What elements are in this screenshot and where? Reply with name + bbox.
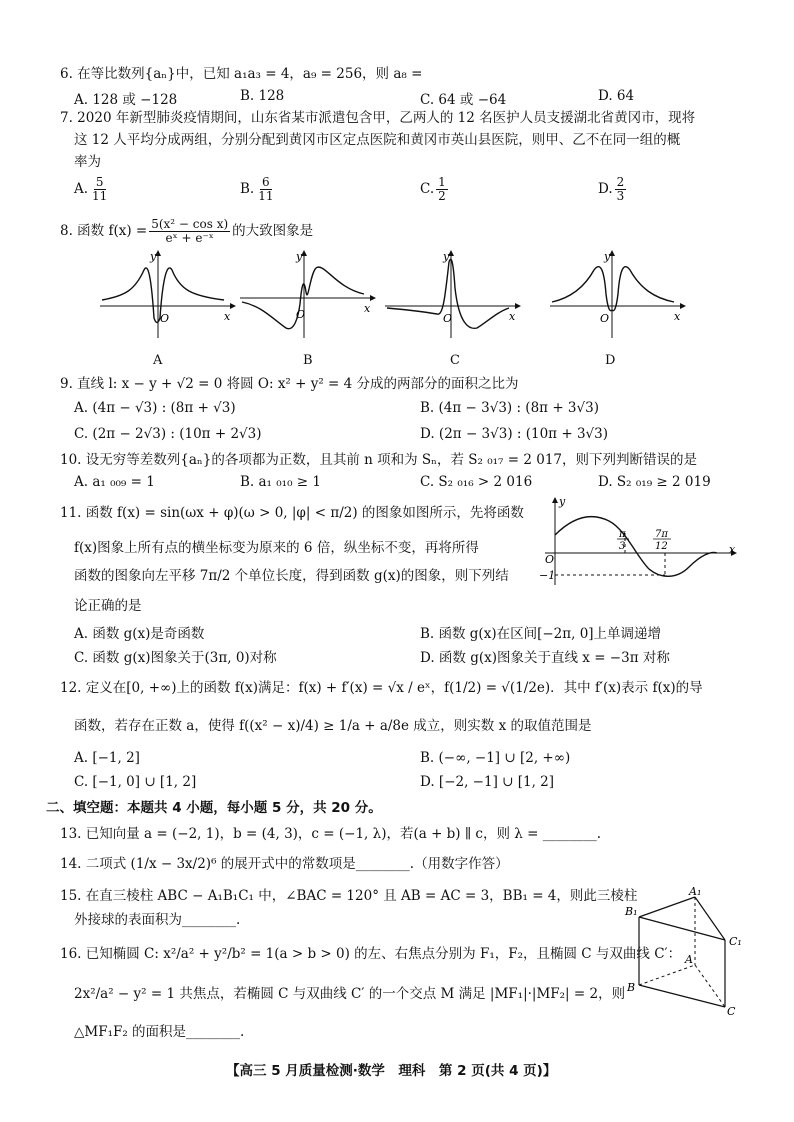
label-c1: C₁ <box>729 935 742 948</box>
label-a1: A₁ <box>689 885 702 898</box>
q12-option-a: A. [−1, 2] <box>74 750 140 766</box>
q12-line1: 12. 定义在[0, +∞)上的函数 f(x)满足：f(x) + f′(x) = √x / eˣ，f(1/2) = √(1/2e)．其中 f′(x)表示 f(x)的导 <box>60 680 703 696</box>
q11-line1: 11. 函数 f(x) = sin(ωx + φ)(ω > 0, |φ| < π/2) 的图象如图所示，先将函数 <box>60 505 524 521</box>
q11-option-a: A. 函数 g(x)是奇函数 <box>74 626 205 642</box>
q6-option-a: A. 128 或 −128 <box>74 92 178 108</box>
q7-option-b: B. $\frac{6}{11}$ <box>240 175 274 204</box>
q12-option-b: B. (−∞, −1] ∪ [2, +∞) <box>420 750 571 766</box>
q8-graph-c <box>385 248 525 338</box>
q10-option-c: C. S₂ ₀₁₆ > 2 016 <box>420 474 533 490</box>
q6-option-b: B. 128 <box>240 88 285 104</box>
svg-text:y: y <box>150 250 157 263</box>
q11-sine-graph <box>539 493 740 588</box>
svg-text:y: y <box>296 250 303 263</box>
q12-option-c: C. [−1, 0] ∪ [1, 2] <box>74 774 197 790</box>
q8-label-a: A <box>153 353 163 368</box>
q9-option-b: B. (4π − 3√3) : (8π + 3√3) <box>420 400 599 416</box>
svg-text:O: O <box>600 312 610 325</box>
q16-line1: 16. 已知椭圆 C: x²/a² + y²/b² = 1(a > b > 0) 的左、右焦点分别为 F₁，F₂，且椭圆 C 与双曲线 C′： <box>60 946 682 962</box>
svg-text:O: O <box>443 312 453 325</box>
q11-option-b: B. 函数 g(x)在区间[−2π, 0]上单调递增 <box>420 626 662 642</box>
q13-stem: 13. 已知向量 a = (−2, 1)，b = (4, 3)，c = (−1, λ)，若(a + b) ∥ c，则 λ = ________. <box>60 826 601 842</box>
q7-line2: 这 12 人平均分成两组，分别分配到黄冈市区定点医院和黄冈市英山县医院，则甲、乙不在同一组的概 <box>74 132 681 148</box>
page-footer: 【高三 5 月质量检测·数学 理科 第 2 页(共 4 页)】 <box>226 1063 557 1079</box>
q10-option-d: D. S₂ ₀₁₉ ≥ 2 019 <box>598 474 711 490</box>
q15-line1: 15. 在直三棱柱 ABC − A₁B₁C₁ 中，∠BAC = 120° 且 AB = AC = 3，BB₁ = 4，则此三棱柱 <box>60 888 638 904</box>
svg-text:12: 12 <box>655 541 668 552</box>
q11-option-c: C. 函数 g(x)图象关于(3π, 0)对称 <box>74 650 277 666</box>
q8-graph-b <box>240 248 380 338</box>
q10-option-a: A. a₁ ₀₀₉ = 1 <box>74 474 155 490</box>
q10-stem: 10. 设无穷等差数列{aₙ}的各项都为正数，且其前 n 项和为 Sₙ，若 S₂ ₀₁₇ = 2 017，则下列判断错误的是 <box>60 452 698 468</box>
section-title-fill-in: 二、填空题：本题共 4 小题，每小题 5 分，共 20 分。 <box>46 800 382 816</box>
svg-text:x: x <box>224 310 231 323</box>
svg-text:y: y <box>559 495 566 508</box>
q6-option-c: C. 64 或 −64 <box>420 92 507 108</box>
svg-text:x: x <box>509 310 516 323</box>
q14-stem: 14. 二项式 (1/x − 3x/2)⁶ 的展开式中的常数项是________.（用数字作答） <box>60 856 509 872</box>
label-c: C <box>727 1005 736 1018</box>
q6-option-d: D. 64 <box>598 88 635 104</box>
svg-text:x: x <box>674 310 681 323</box>
q9-option-a: A. (4π − √3) : (8π + √3) <box>74 400 236 416</box>
label-a: A <box>685 953 693 966</box>
svg-text:O: O <box>545 553 555 566</box>
svg-text:π: π <box>619 529 626 540</box>
q7-line1: 7. 2020 年新型肺炎疫情期间，山东省某市派遣包含甲，乙两人的 12 名医护人员支援湖北省黄冈市，现将 <box>60 110 696 126</box>
q8-label-c: C <box>450 353 460 368</box>
q12-line2: 函数，若存在正数 a，使得 f((x² − x)/4) ≥ 1/a + a/8e 成立，则实数 x 的取值范围是 <box>74 718 592 734</box>
q7-option-a: A. $\frac{5}{11}$ <box>74 175 108 204</box>
svg-text:x: x <box>729 543 736 556</box>
q15-line2: 外接球的表面积为________. <box>74 912 241 928</box>
q8-label-b: B <box>303 353 313 368</box>
q9-option-d: D. (2π − 3√3) : (10π + 3√3) <box>420 426 608 442</box>
q16-line3: △MF₁F₂ 的面积是________. <box>74 1024 245 1040</box>
q11-line4: 论正确的是 <box>74 598 142 614</box>
label-b: B <box>627 981 636 994</box>
q8-label-d: D <box>605 353 616 368</box>
svg-text:−1: −1 <box>539 569 556 582</box>
q11-line2: f(x)图象上所有点的横坐标变为原来的 6 倍，纵坐标不变，再将所得 <box>74 540 479 556</box>
svg-text:y: y <box>443 250 450 263</box>
q7-line3: 率为 <box>74 154 101 170</box>
svg-text:O: O <box>160 312 170 325</box>
q7-option-c: C. $\frac{1}{2}$ <box>420 175 446 204</box>
q11-line3: 函数的图象向左平移 7π/2 个单位长度，得到函数 g(x)的图象，则下列结 <box>74 568 509 584</box>
q6-stem: 6. 在等比数列{aₙ}中，已知 a₁a₃ = 4，a₉ = 256，则 a₈ = <box>60 66 423 82</box>
q8-graph-a <box>100 248 240 338</box>
q7-option-d: D. $\frac{2}{3}$ <box>598 175 625 204</box>
svg-text:y: y <box>604 250 611 263</box>
q10-option-b: B. a₁ ₀₁₀ ≥ 1 <box>240 474 321 490</box>
label-b1: B₁ <box>625 905 638 918</box>
svg-text:3: 3 <box>619 541 626 552</box>
q9-option-c: C. (2π − 2√3) : (10π + 2√3) <box>74 426 262 442</box>
q9-stem: 9. 直线 l: x − y + √2 = 0 将圆 O: x² + y² = 4 分成的两部分的面积之比为 <box>60 376 519 392</box>
q12-option-d: D. [−2, −1] ∪ [1, 2] <box>420 774 555 790</box>
q11-option-d: D. 函数 g(x)图象关于直线 x = −3π 对称 <box>420 650 670 666</box>
q8-graph-d <box>550 248 690 338</box>
q16-line2: 2x²/a² − y² = 1 共焦点，若椭圆 C 与双曲线 C′ 的一个交点 M 满足 |MF₁|·|MF₂| = 2，则 <box>74 986 626 1002</box>
q8-stem: 8. 函数 f(x) = $\frac{\text{5(x² − cos x)}}{\text{eˣ + e⁻ˣ}}$ 的大致图象是 <box>60 217 314 246</box>
svg-text:O: O <box>296 308 306 321</box>
svg-text:x: x <box>364 302 371 315</box>
svg-text:7π: 7π <box>655 529 668 540</box>
